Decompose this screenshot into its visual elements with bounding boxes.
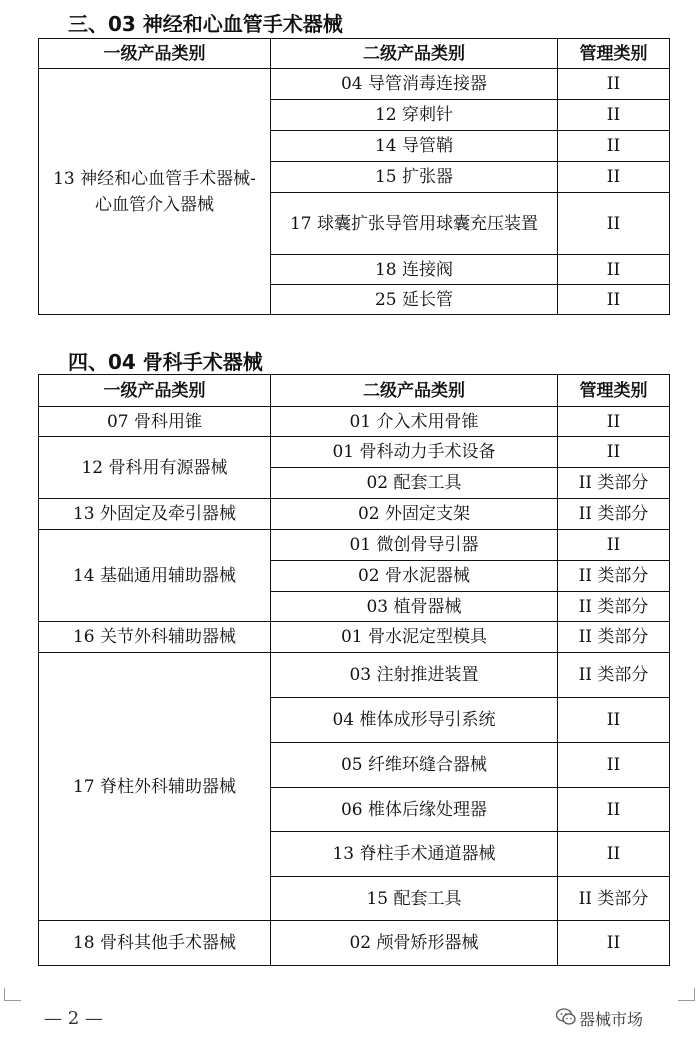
primary-category-cell: 13 神经和心血管手术器械-心血管介入器械 — [39, 69, 271, 315]
management-class-cell: II — [558, 285, 670, 315]
secondary-category-cell: 18 连接阀 — [271, 255, 558, 285]
table-row — [39, 653, 670, 698]
secondary-category-cell: 01 微创骨导引器 — [271, 530, 558, 561]
management-class-cell: II — [558, 69, 670, 100]
secondary-category-cell: 15 配套工具 — [271, 877, 558, 921]
management-class-cell: II — [558, 437, 670, 468]
management-class-cell: II — [558, 698, 670, 743]
secondary-category-cell: 02 骨水泥器械 — [271, 561, 558, 592]
secondary-category-cell: 01 骨水泥定型模具 — [271, 622, 558, 653]
secondary-category-cell: 15 扩张器 — [271, 162, 558, 193]
table-header-row — [39, 39, 670, 69]
table-row — [39, 530, 670, 561]
management-class-cell: II 类部分 — [558, 561, 670, 592]
management-class-cell: II — [558, 131, 670, 162]
wechat-icon — [555, 1006, 577, 1028]
secondary-category-cell: 02 配套工具 — [271, 468, 558, 499]
secondary-category-cell: 05 纤维环缝合器械 — [271, 743, 558, 788]
secondary-category-cell: 04 导管消毒连接器 — [271, 69, 558, 100]
management-class-cell: II — [558, 832, 670, 877]
secondary-category-cell: 03 注射推进装置 — [271, 653, 558, 698]
secondary-category-cell: 01 骨科动力手术设备 — [271, 437, 558, 468]
secondary-category-cell: 03 植骨器械 — [271, 592, 558, 622]
table-row — [39, 69, 670, 100]
header-management-class: 管理类别 — [558, 39, 670, 69]
management-class-cell: II — [558, 788, 670, 832]
primary-category-cell: 07 骨科用锥 — [39, 407, 271, 437]
management-class-cell: II 类部分 — [558, 468, 670, 499]
table-row — [39, 437, 670, 468]
management-class-cell: II — [558, 100, 670, 131]
secondary-category-cell: 25 延长管 — [271, 285, 558, 315]
primary-category-cell: 12 骨科用有源器械 — [39, 437, 271, 499]
crop-mark — [4, 988, 21, 1001]
secondary-category-cell: 01 介入术用骨锥 — [271, 407, 558, 437]
section-4-heading: 四、04 骨科手术器械 — [68, 350, 263, 374]
secondary-category-cell: 13 脊柱手术通道器械 — [271, 832, 558, 877]
management-class-cell: II 类部分 — [558, 877, 670, 921]
management-class-cell: II — [558, 921, 670, 966]
header-primary-category: 一级产品类别 — [39, 375, 271, 407]
secondary-category-cell: 02 外固定支架 — [271, 499, 558, 530]
management-class-cell: II 类部分 — [558, 653, 670, 698]
header-secondary-category: 二级产品类别 — [271, 375, 558, 407]
table-row — [39, 622, 670, 653]
crop-mark — [678, 988, 695, 1001]
primary-category-cell: 18 骨科其他手术器械 — [39, 921, 271, 966]
table-header-row — [39, 375, 670, 407]
management-class-cell: II — [558, 530, 670, 561]
primary-category-cell: 13 外固定及牵引器械 — [39, 499, 271, 530]
header-secondary-category: 二级产品类别 — [271, 39, 558, 69]
primary-category-cell: 14 基础通用辅助器械 — [39, 530, 271, 622]
management-class-cell: II 类部分 — [558, 622, 670, 653]
table-row — [39, 407, 670, 437]
secondary-category-cell: 17 球囊扩张导管用球囊充压装置 — [271, 193, 558, 255]
section-3-heading: 三、03 神经和心血管手术器械 — [68, 12, 343, 36]
secondary-category-cell: 14 导管鞘 — [271, 131, 558, 162]
management-class-cell: II — [558, 162, 670, 193]
management-class-cell: II 类部分 — [558, 499, 670, 530]
section-3-table — [38, 38, 670, 315]
primary-category-cell: 16 关节外科辅助器械 — [39, 622, 271, 653]
management-class-cell: II — [558, 743, 670, 788]
watermark-text: 器械市场 — [579, 1010, 644, 1029]
header-primary-category: 一级产品类别 — [39, 39, 271, 69]
section-4-table — [38, 374, 670, 966]
table-row — [39, 921, 670, 966]
management-class-cell: II — [558, 193, 670, 255]
secondary-category-cell: 12 穿刺针 — [271, 100, 558, 131]
primary-category-cell: 17 脊柱外科辅助器械 — [39, 653, 271, 921]
secondary-category-cell: 04 椎体成形导引系统 — [271, 698, 558, 743]
header-management-class: 管理类别 — [558, 375, 670, 407]
management-class-cell: II — [558, 255, 670, 285]
management-class-cell: II — [558, 407, 670, 437]
management-class-cell: II 类部分 — [558, 592, 670, 622]
secondary-category-cell: 02 颅骨矫形器械 — [271, 921, 558, 966]
table-row — [39, 499, 670, 530]
page-number: — 2 — — [44, 1008, 103, 1029]
secondary-category-cell: 06 椎体后缘处理器 — [271, 788, 558, 832]
